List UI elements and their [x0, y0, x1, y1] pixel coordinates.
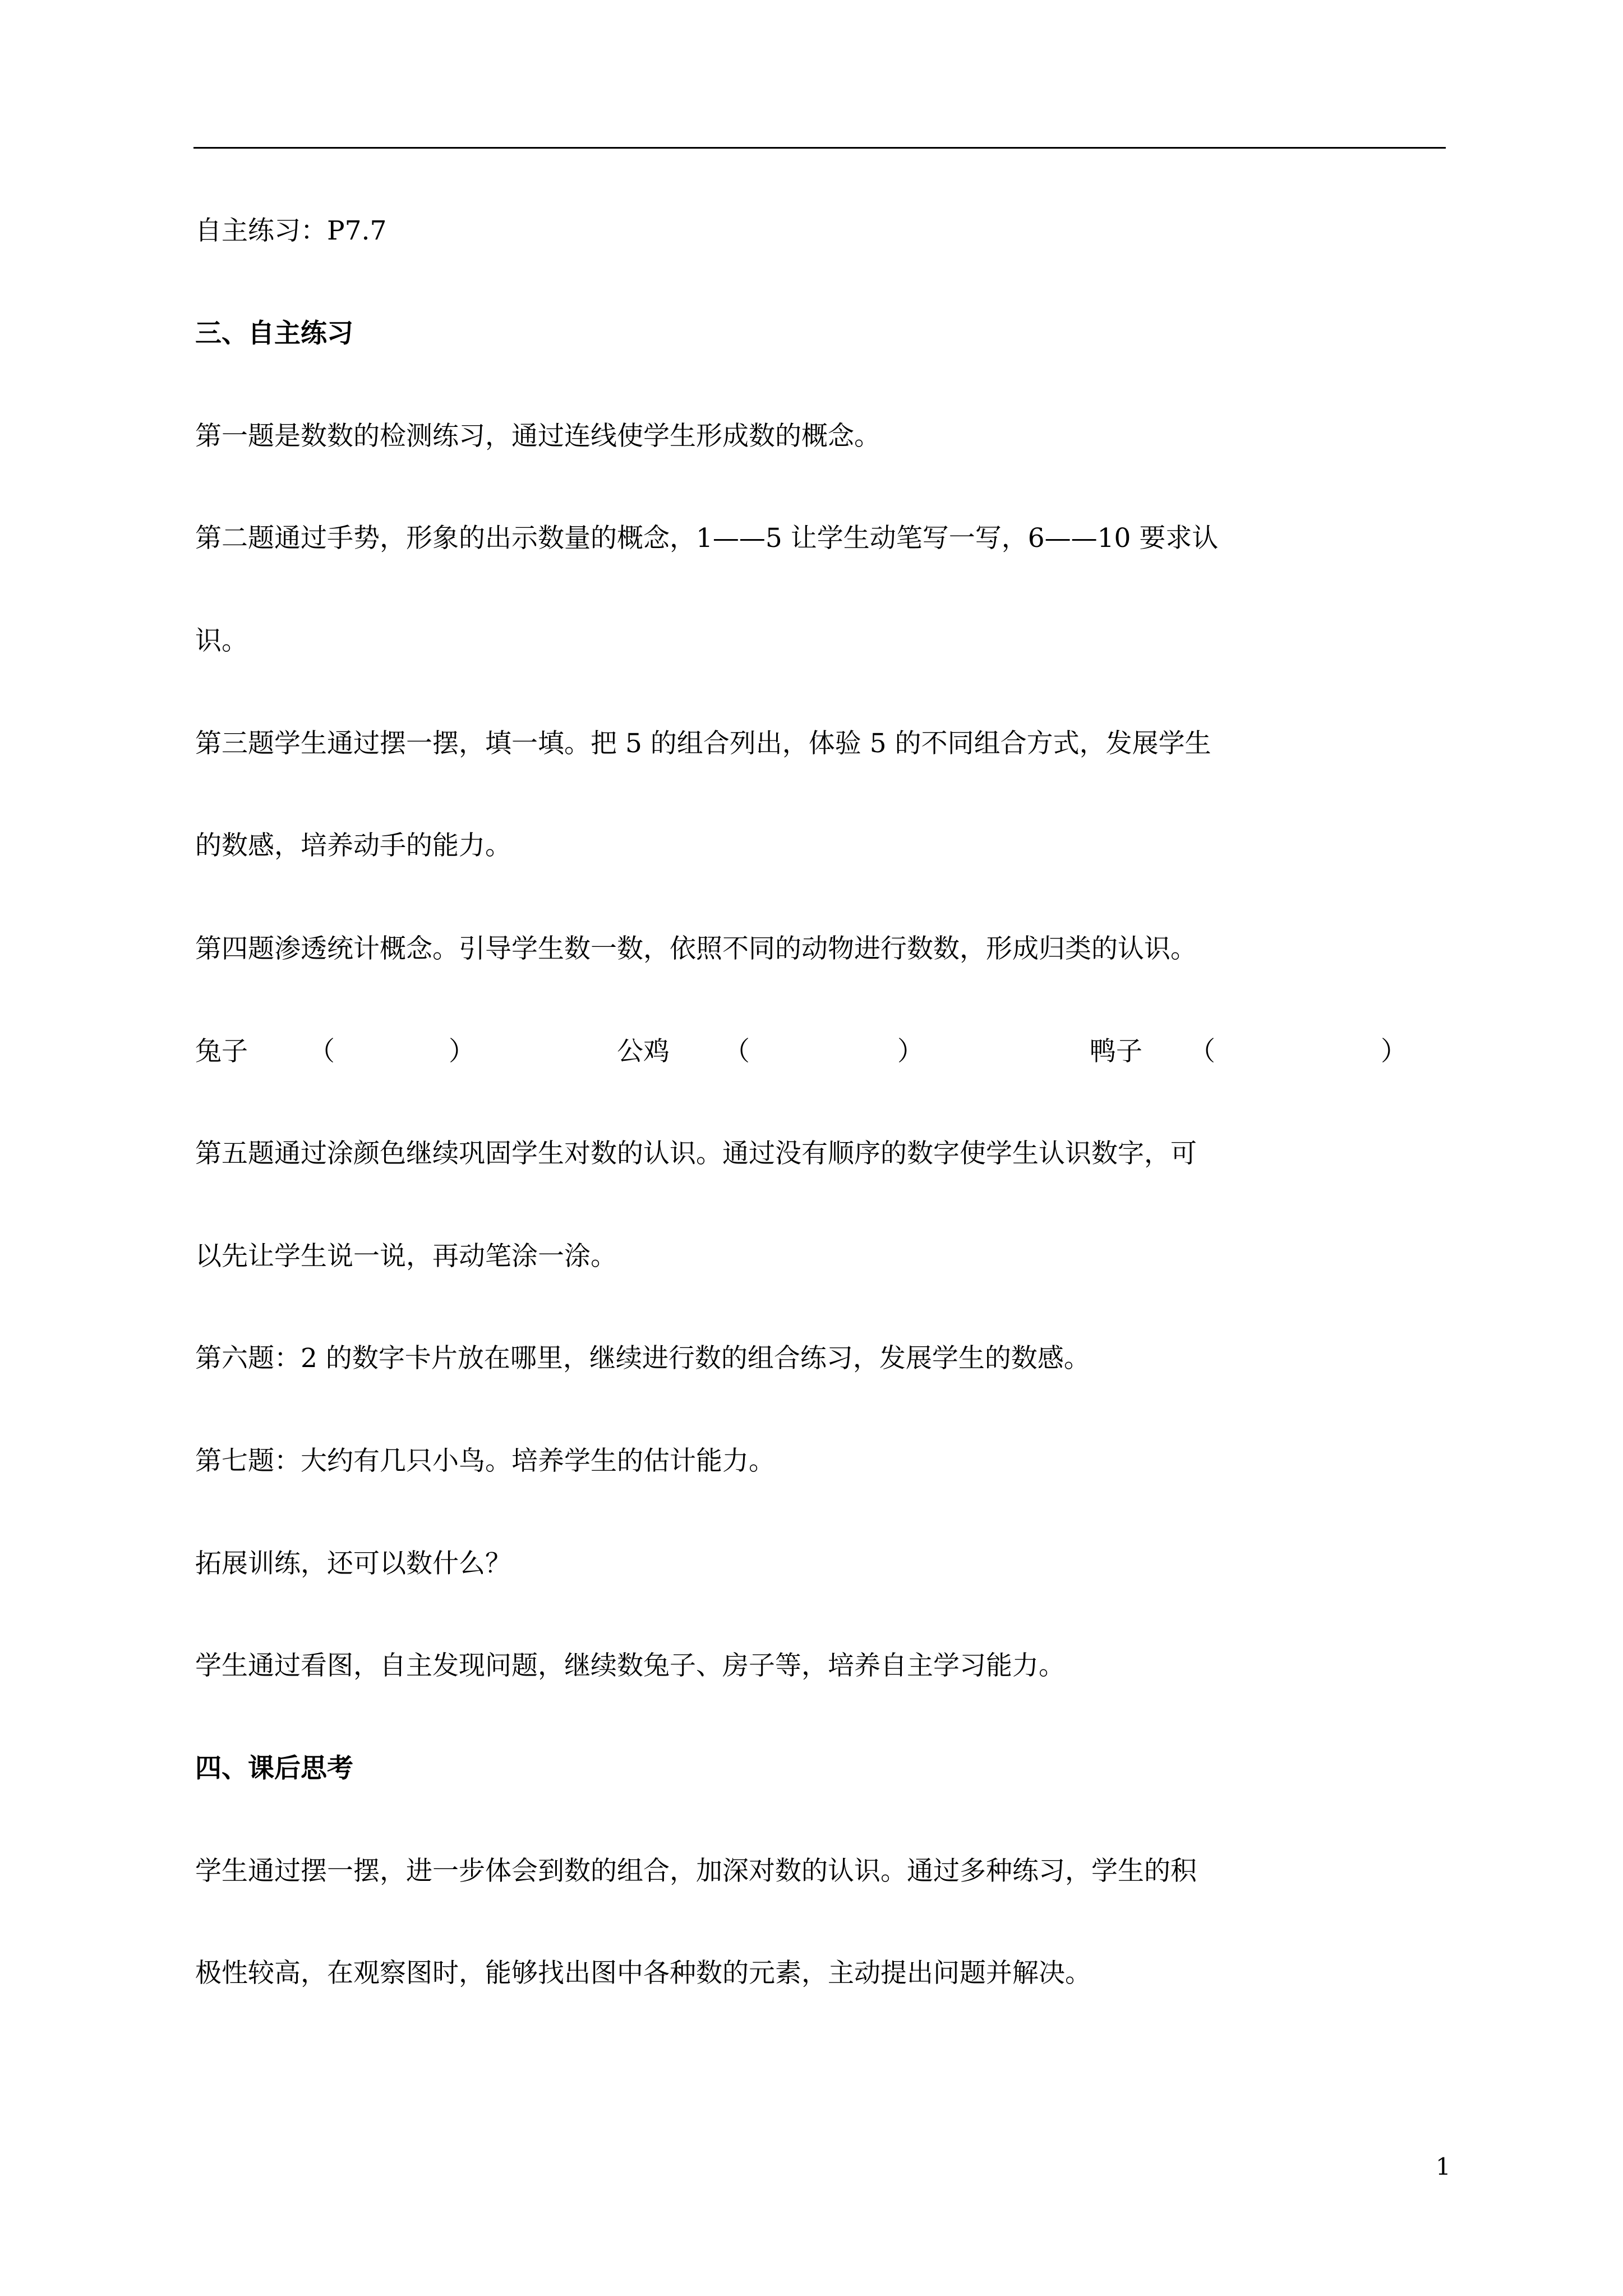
- paragraph-q5-line1: 第五题通过涂颜色继续巩固学生对数的认识。通过没有顺序的数字使学生认识数字，可: [195, 1138, 1197, 1169]
- paragraph-extension-detail: 学生通过看图，自主发现问题，继续数兔子、房子等，培养自主学习能力。: [195, 1650, 1065, 1681]
- paren-open-rooster: （: [723, 1036, 750, 1067]
- paragraph-q2-line1: 第二题通过手势，形象的出示数量的概念，1——5 让学生动笔写一写，6——10 要求认: [195, 523, 1219, 554]
- paren-close-rabbit: ）: [449, 1036, 475, 1067]
- paren-open-duck: （: [1189, 1036, 1215, 1067]
- label-duck: 鸭子: [1090, 1036, 1142, 1067]
- section-heading-4: 四、课后思考: [195, 1753, 353, 1784]
- paragraph-reflection-line2: 极性较高，在观察图时，能够找出图中各种数的元素，主动提出问题并解决。: [195, 1958, 1091, 1989]
- paragraph-extension: 拓展训练，还可以数什么？: [195, 1548, 511, 1579]
- paragraph-q7: 第七题：大约有几只小鸟。培养学生的估计能力。: [195, 1446, 775, 1476]
- paragraph-q5-line2: 以先让学生说一说，再动笔涂一涂。: [195, 1241, 617, 1272]
- page-number: 1: [1436, 2153, 1451, 2180]
- paragraph-q1: 第一题是数数的检测练习，通过连线使学生形成数的概念。: [195, 421, 880, 452]
- header-rule: [193, 147, 1446, 149]
- paren-close-duck: ）: [1381, 1036, 1407, 1067]
- practice-reference: 自主练习：P7.7: [195, 215, 387, 246]
- paragraph-q3-line1: 第三题学生通过摆一摆，填一填。把 5 的组合列出，体验 5 的不同组合方式，发展学生: [195, 728, 1211, 759]
- label-rooster: 公鸡: [617, 1036, 670, 1067]
- section-heading-3: 三、自主练习: [195, 318, 353, 349]
- paragraph-reflection-line1: 学生通过摆一摆，进一步体会到数的组合，加深对数的认识。通过多种练习，学生的积: [195, 1856, 1197, 1887]
- paren-open-rabbit: （: [308, 1036, 335, 1067]
- paragraph-q3-line2: 的数感，培养动手的能力。: [195, 830, 511, 861]
- paragraph-q4: 第四题渗透统计概念。引导学生数一数，依照不同的动物进行数数，形成归类的认识。: [195, 933, 1197, 964]
- paragraph-q2-line2: 识。: [195, 625, 248, 656]
- label-rabbit: 兔子: [195, 1036, 248, 1067]
- paragraph-q6: 第六题：2 的数字卡片放在哪里，继续进行数的组合练习，发展学生的数感。: [195, 1343, 1090, 1374]
- paren-close-rooster: ）: [897, 1036, 924, 1067]
